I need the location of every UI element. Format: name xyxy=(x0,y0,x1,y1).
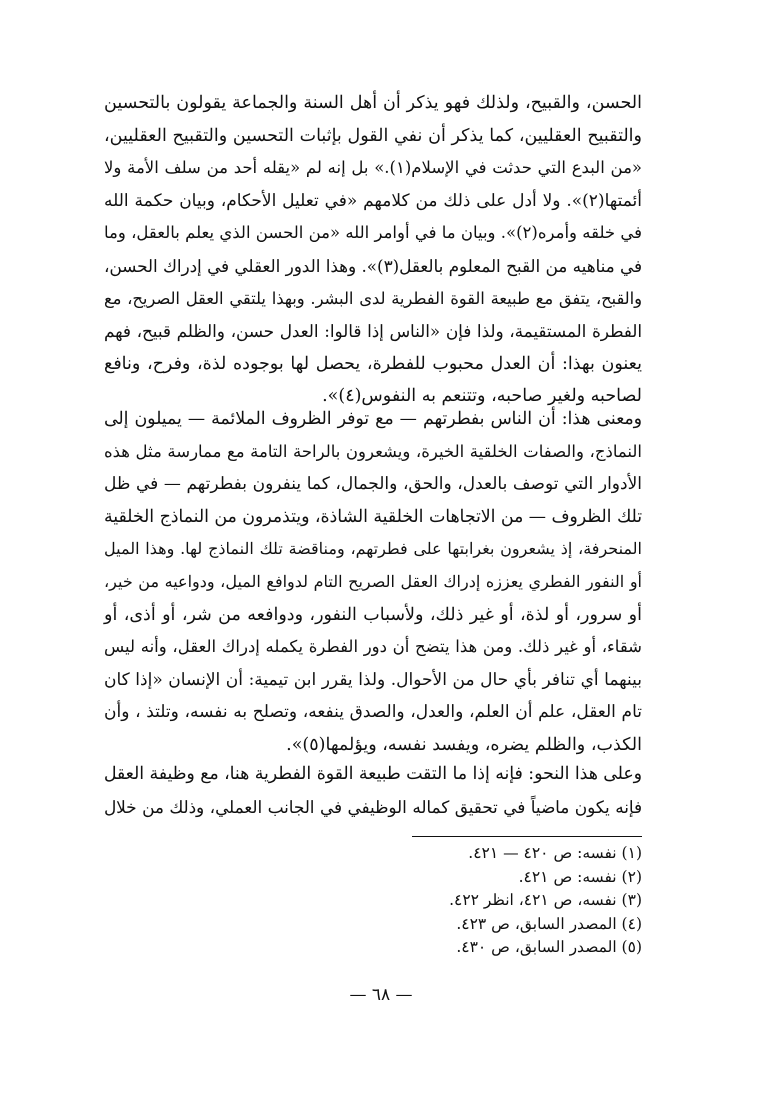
footnote: (١) نفسه: ص ٤٢٠ — ٤٢١. xyxy=(468,844,642,862)
text-line: وعلى هذا النحو: فإنه إذا ما التقت طبيعة القوة الفطرية هنا، مع وظيفة العقل xyxy=(103,764,642,784)
text-line: ومعنى هذا: أن الناس بفطرتهم — مع توفر الظروف الملائمة — يميلون إلى xyxy=(104,409,642,429)
text-line: يعنون بهذا: أن العدل محبوب للفطرة، يحصل لها بوجوده لذة، وفرح، ونافع xyxy=(104,353,642,374)
paragraph-2 xyxy=(104,403,642,762)
text-line: النماذج، والصفات الخلقية الخيرة، ويشعرون بالراحة التامة مع ممارسة مثل هذه xyxy=(104,441,642,461)
text-line: والقبح، يتفق مع طبيعة القوة الفطرية لدى البشر. وبهذا يلتقي العقل الصريح، مع xyxy=(104,288,642,308)
paragraph-1 xyxy=(104,87,642,413)
text-line: في مناهيه من القبح المعلوم بالعقل(٣)». وهذا الدور العقلي في إدراك الحسن، xyxy=(104,255,643,276)
text-line: أو سرور، أو لذة، أو غير ذلك، ولأسباب النفور، ودوافعه من شر، أو أذى، أو xyxy=(104,604,642,625)
text-line: الأدوار التي توصف بالعدل، والحق، والجمال، كما ينفرون بفطرتهم — في ظل xyxy=(104,474,642,495)
text-line: الكذب، والظلم يضره، ويفسد نفسه، ويؤلمها(٥)». xyxy=(286,734,642,755)
paragraph-3 xyxy=(104,758,642,823)
text-line: الحسن، والقبيح، ولذلك فهو يذكر أن أهل السنة والجماعة يقولون بالتحسين xyxy=(104,93,642,113)
text-line: بينهما أي تنافر بأي حال من الأحوال. ولذا يقرر ابن تيمية: أن الإنسان «إذا كان xyxy=(104,669,642,690)
text-line: تام العقل، علم أن العلم، والعدل، والصدق ينفعه، وتصلح به نفسه، وتلتذ ، وأن xyxy=(104,702,642,723)
text-line: المنحرفة، إذ يشعرون بغرابتها على فطرتهم، ومناقضة تلك النماذج لها. وهذا الميل xyxy=(104,539,642,559)
page-number: — ٦٨ — xyxy=(349,985,413,1005)
text-line: تلك الظروف — من الاتجاهات الخلقية الشاذة، ويتذمرون من النماذج الخلقية xyxy=(104,506,642,527)
footnote-separator xyxy=(412,836,642,837)
text-line: «من البدع التي حدثت في الإسلام(١).» بل إنه لم «يقله أحد من سلف الأمة ولا xyxy=(104,158,642,178)
text-line: في خلقه وأمره(٢)». وبيان ما في أوامر الله «من الحسن الذي يعلم بالعقل، وما xyxy=(104,223,642,243)
footnote: (٣) نفسه، ص ٤٢١، انظر ٤٢٢. xyxy=(449,891,642,910)
text-line: الفطرة المستقيمة، ولذا فإن «الناس إذا قالوا: العدل حسن، والظلم قبيح، فهم xyxy=(104,321,642,342)
footnote: (٤) المصدر السابق، ص ٤٢٣. xyxy=(456,914,642,933)
text-line: فإنه يكون ماضياً في تحقيق كماله الوظيفي في الجانب العملي، وذلك من خلال xyxy=(104,796,642,817)
text-line: لصاحبه ولغير صاحبه، وتتنعم به النفوس(٤)». xyxy=(322,386,642,407)
text-line: شقاء، أو غير ذلك. ومن هذا يتضح أن دور الفطرة يكمله إدراك العقل، وأنه ليس xyxy=(104,637,642,657)
text-line: أو النفور الفطري يعززه إدراك العقل الصريح التام لدوافع الميل، ودواعيه من خير، xyxy=(104,571,642,591)
footnote: (٢) نفسه: ص ٤٢١. xyxy=(518,867,642,886)
footnote: (٥) المصدر السابق، ص ٤٣٠. xyxy=(456,938,642,957)
text-line: والتقبيح العقليين، كما يذكر أن نفي القول بإثبات التحسين والتقبيح العقليين، xyxy=(104,125,642,146)
text-line: أئمتها(٢)». ولا أدل على ذلك من كلامهم «في تعليل الأحكام، وبيان حكمة الله xyxy=(104,190,642,211)
footnotes-list xyxy=(342,842,642,960)
